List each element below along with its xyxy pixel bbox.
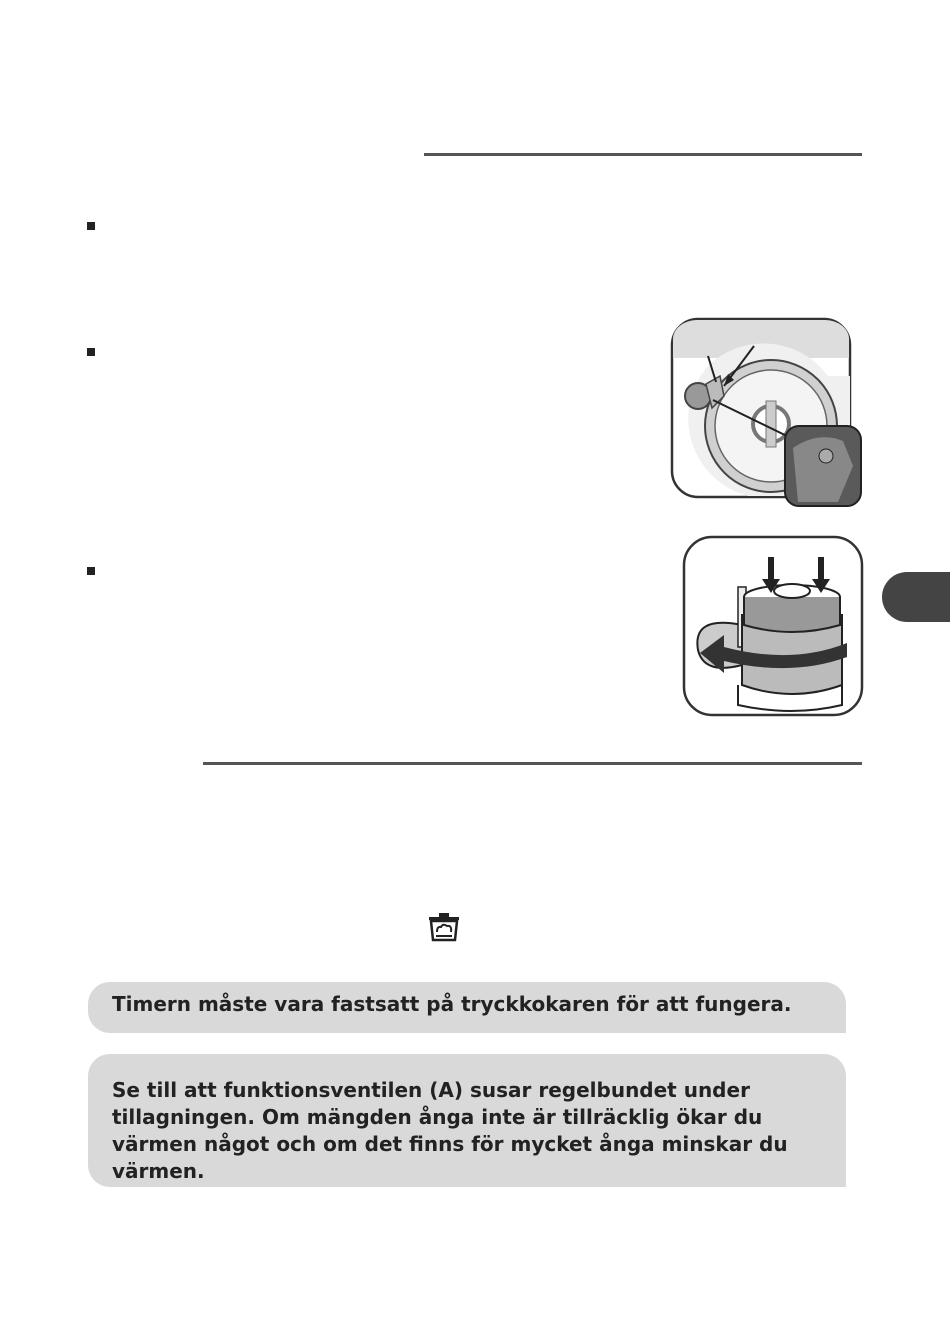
valve-turn-illustration	[682, 535, 864, 717]
steam-cooking-pot-icon	[427, 912, 461, 942]
section-rule-top	[424, 153, 862, 156]
note-timer-attached	[88, 982, 846, 1033]
note-valve-text: Se till att funktionsventilen (A) susar regelbundet under tillagningen. Om mängden ånga inte är tillräcklig ökar du värmen något och om det finns för mycket ånga minskar du värmen.	[112, 1078, 788, 1183]
square-bullet-icon	[87, 567, 95, 575]
square-bullet-icon	[87, 222, 95, 230]
note-timer-text: Timern måste vara fastsatt på tryckkokaren för att fungera.	[112, 992, 792, 1016]
chapter-tab	[882, 572, 950, 622]
lid-valve-illustration	[668, 316, 864, 510]
section-rule-middle	[203, 762, 862, 765]
square-bullet-icon	[87, 348, 95, 356]
note-valve-steam	[88, 1054, 846, 1187]
